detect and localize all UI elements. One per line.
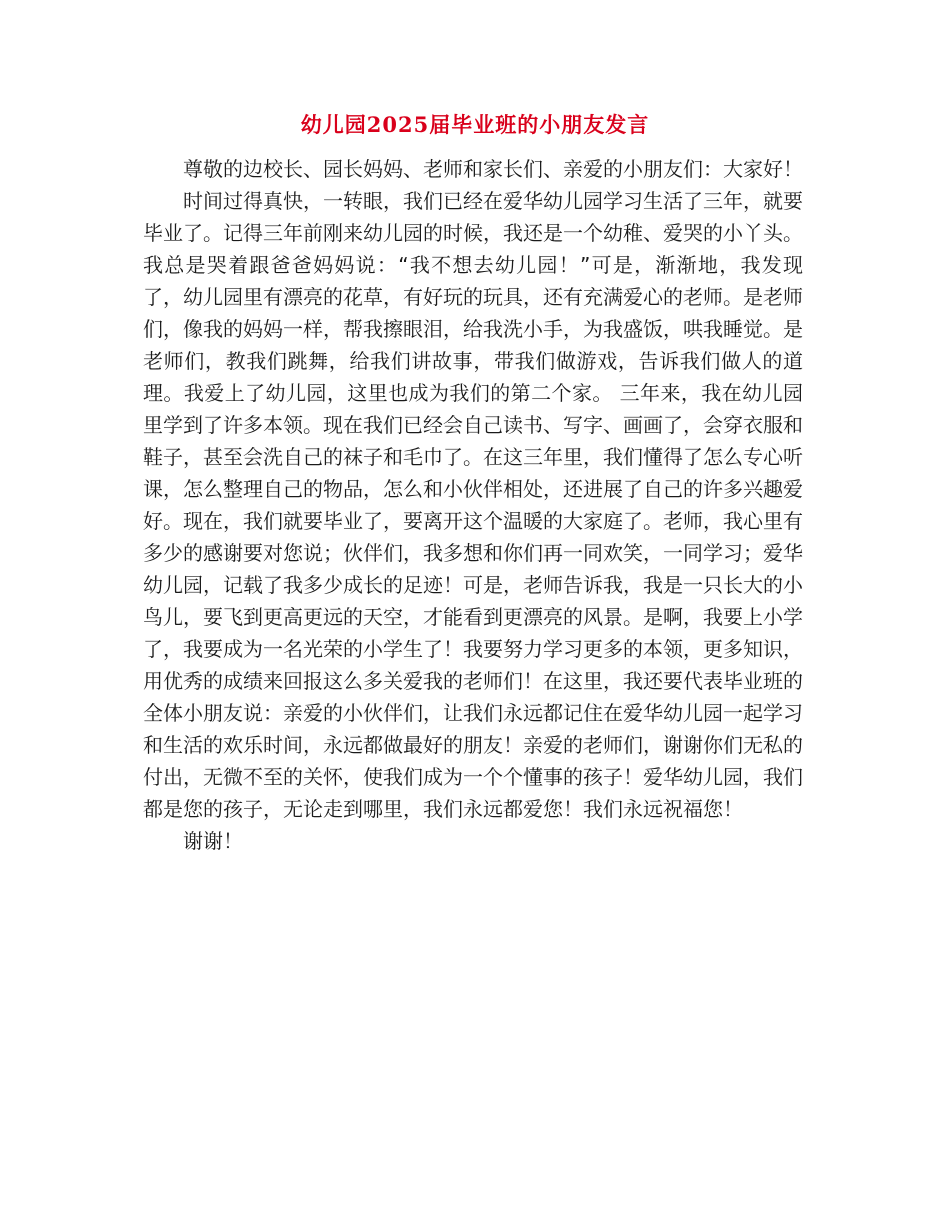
document-title: 幼儿园2025届毕业班的小朋友发言	[300, 112, 650, 137]
paragraph-main: 时间过得真快，一转眼，我们已经在爱华幼儿园学习生活了三年，就要毕业了。记得三年前刚来幼儿园的时候，我还是一个幼稚、爱哭的小丫头。我总是哭着跟爸爸妈妈说：“我不想去幼儿园！”可是，渐渐地，我发现了，幼儿园里有漂亮的花草，有好玩的玩具，还有充满爱心的老师。是老师们，像我的妈妈一样，帮我擦眼泪，给我洗小手，为我盛饭，哄我睡觉。是老师们，教我们跳舞，给我们讲故事，带我们做游戏，告诉我们做人的道理。我爱上了幼儿园，这里也成为我们的第二个家。 三年来，我在幼儿园里学到了许多本领。现在我们已经会自己读书、写字、画画了，会穿衣服和鞋子，甚至会洗自己的袜子和毛巾了。在这三年里，我们懂得了怎么专心听课，怎么整理自己的物品，怎么和小伙伴相处，还进展了自己的许多兴趣爱好。现在，我们就要毕业了，要离开这个温暖的大家庭了。老师，我心里有多少的感谢要对您说；伙伴们，我多想和你们再一同欢笑，一同学习；爱华幼儿园，记载了我多少成长的足迹！可是，老师告诉我，我是一只长大的小鸟儿，要飞到更高更远的天空，才能看到更漂亮的风景。是啊，我要上小学了，我要成为一名光荣的小学生了！我要努力学习更多的本领，更多知识，用优秀的成绩来回报这么多关爱我的老师们！在这里，我还要代表毕业班的全体小朋友说：亲爱的小伙伴们，让我们永远都记住在爱华幼儿园一起学习和生活的欢乐时间，永远都做最好的朋友！亲爱的老师们，谢谢你们无私的付出，无微不至的关怀，使我们成为一个个懂事的孩子！爱华幼儿园，我们都是您的孩子，无论走到哪里，我们永远都爱您！我们永远祝福您！	[143, 189, 803, 821]
paragraph-closing: 谢谢！	[183, 829, 243, 853]
paragraph-greeting: 尊敬的边校长、园长妈妈、老师和家长们、亲爱的小朋友们：大家好！	[183, 157, 803, 181]
document-body	[143, 153, 803, 857]
